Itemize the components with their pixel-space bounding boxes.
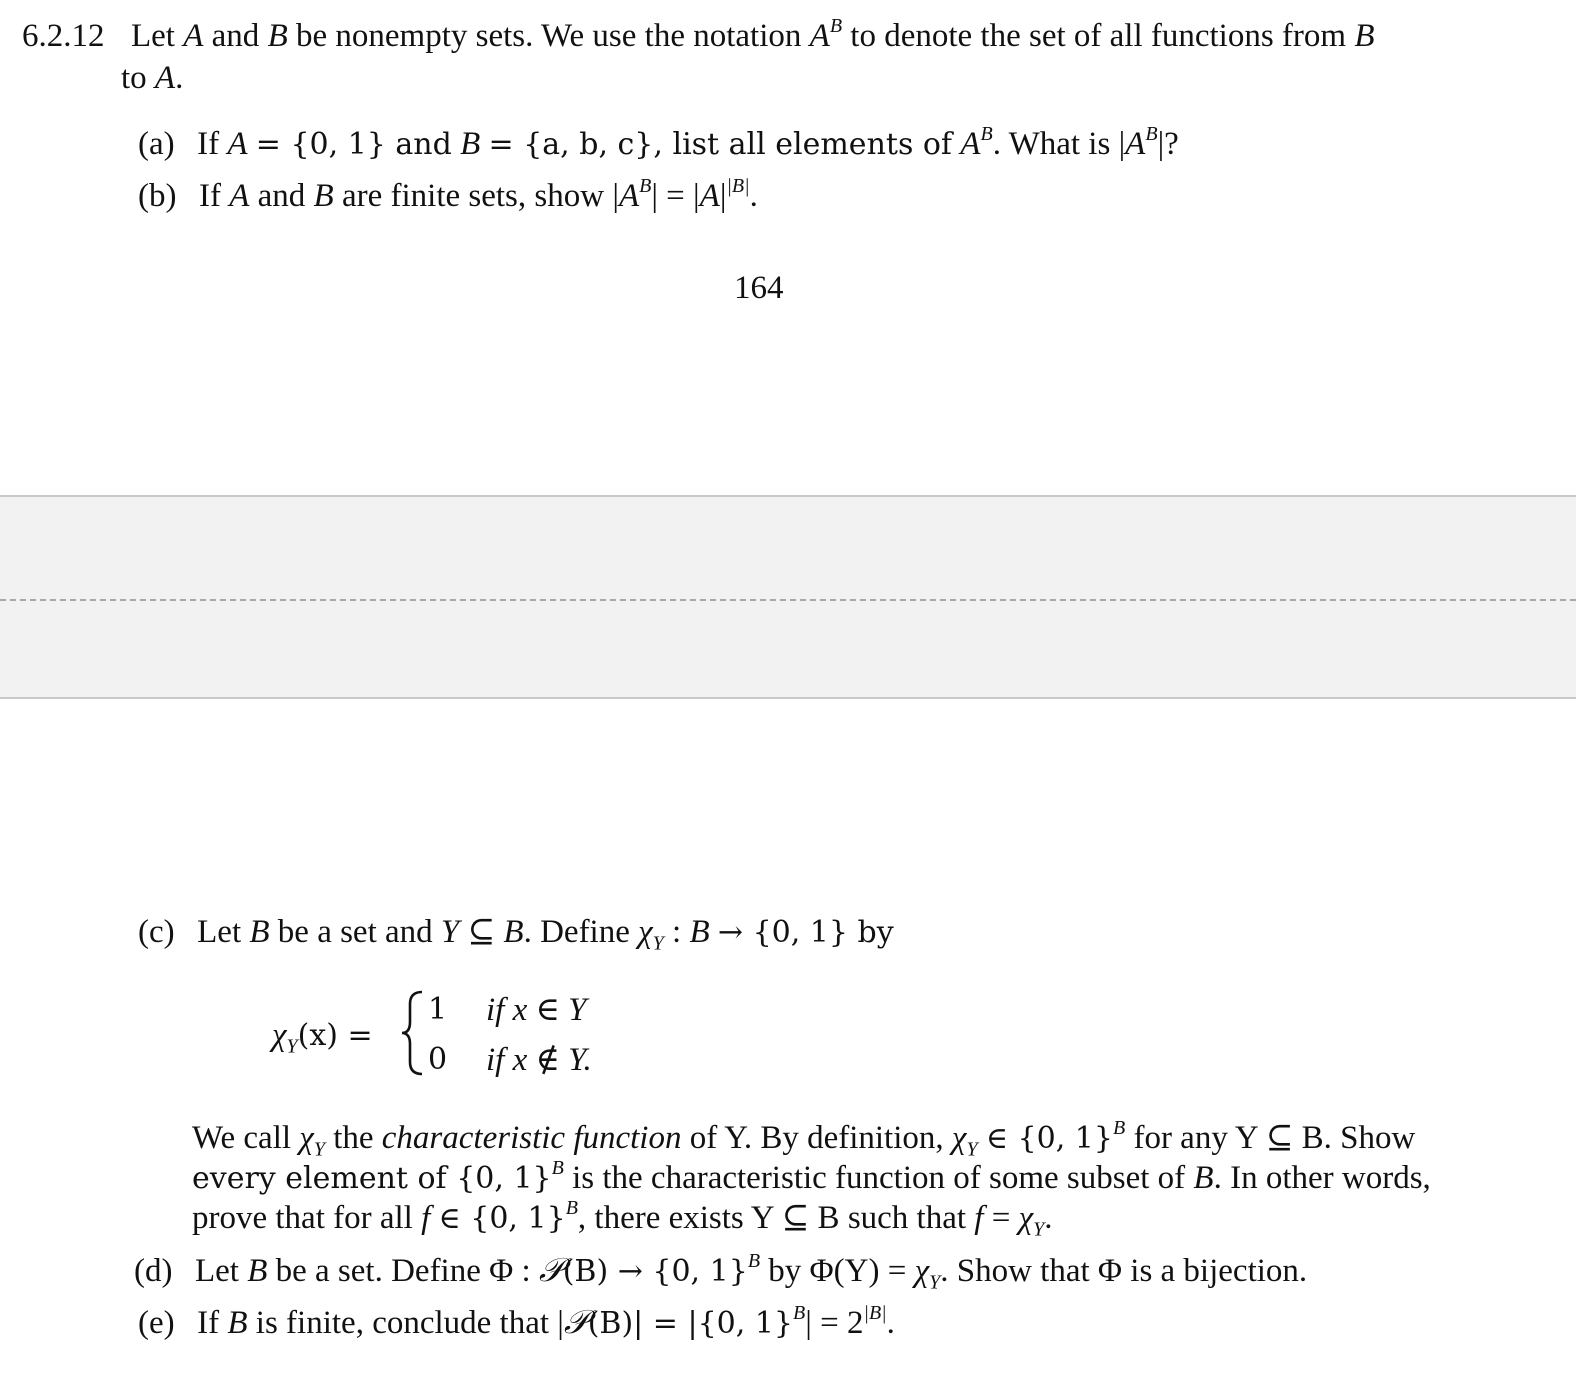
- page-number: 164: [734, 270, 784, 306]
- case-1-value: 1: [428, 992, 448, 1027]
- problem-intro-line1: 6.2.12 Let A and B be nonempty sets. We use the notation $A^B$ to denote the set of all functions from B: [22, 15, 1375, 54]
- part-e: (e) If B is finite, conclude that |𝒫(B)| = |{0, $1\}^B| = 2^{|B|}$.: [138, 1302, 895, 1341]
- part-e-label: (e): [138, 1305, 175, 1341]
- part-c-paragraph-line1: We call $\chi_Y$ the characteristic function of Y. By definition, $\chi_Y$ ∈ {0, 1}$^B$ for any Y ⊆ B. Show: [192, 1117, 1416, 1161]
- case-2-value: 0: [428, 1042, 448, 1077]
- part-a-label: (a): [138, 126, 175, 162]
- page-break-band: [0, 495, 1576, 699]
- part-c-heading: (c) Let B be a set and Y ⊆ B. Define $\chi_Y$ : B → {0, 1} by: [138, 914, 894, 955]
- chi-definition-lhs: $\chi_Y(x)$ =: [272, 1017, 373, 1058]
- part-a: (a) If A = {0, 1} and B = {a, b, c}, list all elements of $A^B$. What is $|A^B|$?: [138, 123, 1179, 162]
- part-b-label: (b): [138, 178, 177, 214]
- piecewise-brace: [398, 988, 428, 1078]
- case-1-condition: if x ∈ Y: [486, 992, 587, 1028]
- part-d: (d) Let B be a set. Define Φ : 𝒫(B) → {0, 1}$^B$ by $\Phi(Y) = \chi_Y$. Show that Φ is a bijection.: [134, 1250, 1308, 1294]
- part-c-paragraph-line2: every element of {0, 1}$^B$ is the characteristic function of some subset of B. In other words,: [192, 1157, 1431, 1196]
- problem-number: 6.2.12: [22, 18, 105, 54]
- part-c-label: (c): [138, 914, 175, 950]
- page-break-dashed-line: [0, 599, 1576, 601]
- part-c-paragraph-line3: prove that for all f ∈ {0, 1}$^B$, there exists Y ⊆ B such that $f = \chi_Y$.: [192, 1197, 1053, 1241]
- problem-intro-line2: to A.: [121, 60, 184, 96]
- case-2-condition: if x ∉ Y.: [486, 1042, 592, 1078]
- part-d-label: (d): [134, 1253, 173, 1289]
- part-b: (b) If A and B are finite sets, show $|A^B| = |A|^{|B|}$.: [138, 175, 758, 214]
